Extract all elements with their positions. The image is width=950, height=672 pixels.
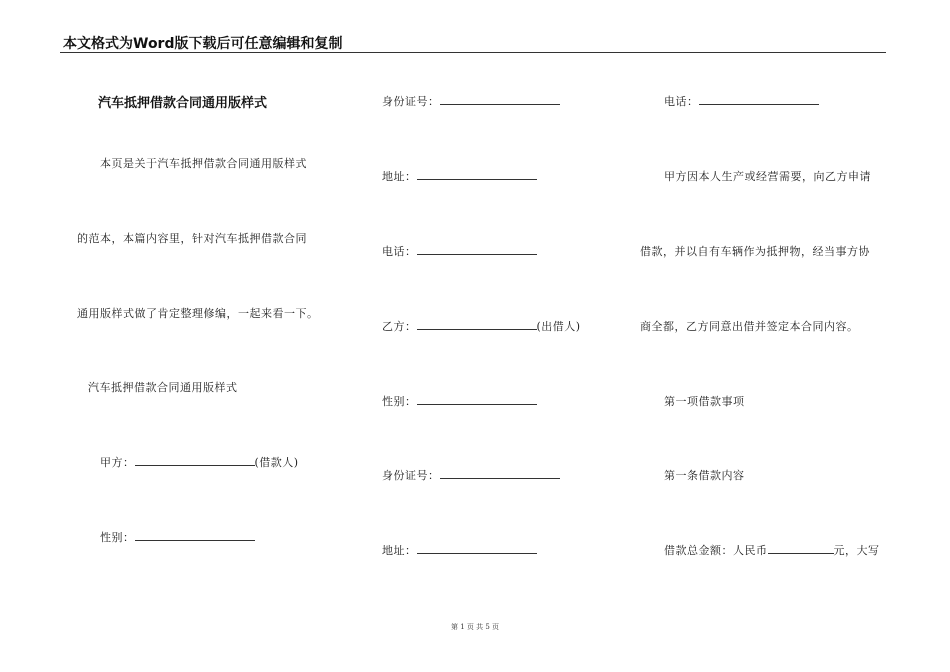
party-b-address-blank — [417, 543, 537, 554]
party-a-phone-line — [382, 243, 537, 259]
party-a-id-label: 身份证号： — [382, 95, 440, 108]
party-b-line — [382, 318, 581, 334]
party-a-gender-blank — [135, 530, 255, 541]
loan-amount-line — [664, 542, 880, 558]
document-header-title: 本文格式为Word版下载后可任意编辑和复制 — [63, 36, 343, 52]
party-a-label: 甲方： — [100, 456, 135, 469]
party-a-phone-blank — [417, 244, 537, 255]
party-b-id-label: 身份证号： — [382, 469, 440, 482]
loan-amount-label: 借款总金额：人民币 — [664, 544, 768, 557]
header-divider — [60, 52, 886, 53]
party-b-phone-line — [664, 93, 819, 109]
party-b-id-blank — [440, 468, 560, 479]
party-b-gender-label: 性别： — [382, 395, 417, 408]
party-b-phone-blank — [699, 94, 819, 105]
party-b-id-line — [382, 467, 560, 483]
subtitle-line: 汽车抵押借款合同通用版样式 — [88, 381, 238, 394]
party-b-role: (出借人) — [536, 320, 581, 333]
contract-title: 汽车抵押借款合同通用版样式 — [98, 96, 268, 111]
purpose-line-1: 甲方因本人生产或经营需要，向乙方申请 — [664, 170, 871, 183]
intro-line-2: 的范本，本篇内容里，针对汽车抵押借款合同 — [77, 232, 307, 245]
purpose-line-2: 借款，并以自有车辆作为抵押物，经当事方协 — [640, 245, 870, 258]
party-b-address-label: 地址： — [382, 544, 417, 557]
party-b-phone-label: 电话： — [664, 95, 699, 108]
party-b-address-line — [382, 542, 537, 558]
party-a-phone-label: 电话： — [382, 245, 417, 258]
article-heading-1: 第一条借款内容 — [664, 469, 745, 482]
party-a-address-line — [382, 168, 537, 184]
loan-amount-blank — [768, 543, 834, 554]
party-a-line — [100, 454, 299, 470]
party-a-gender-label: 性别： — [100, 531, 135, 544]
party-a-id-line — [382, 93, 560, 109]
purpose-line-3: 商全都，乙方同意出借并签定本合同内容。 — [640, 320, 859, 333]
party-b-label: 乙方： — [382, 320, 417, 333]
intro-line-3: 通用版样式做了肯定整理修编，一起来看一下。 — [77, 307, 319, 320]
page-number: 第 1 页 共 5 页 — [450, 623, 500, 631]
section-heading-1: 第一项借款事项 — [664, 395, 745, 408]
party-b-gender-line — [382, 393, 537, 409]
party-a-address-blank — [417, 169, 537, 180]
party-b-gender-blank — [417, 394, 537, 405]
party-a-role: (借款人) — [254, 456, 299, 469]
party-a-blank — [135, 455, 255, 466]
party-a-gender-line — [100, 529, 255, 545]
party-a-id-blank — [440, 94, 560, 105]
party-a-address-label: 地址： — [382, 170, 417, 183]
loan-amount-suffix: 元，大写 — [833, 544, 880, 557]
party-b-blank — [417, 319, 537, 330]
intro-line-1: 本页是关于汽车抵押借款合同通用版样式 — [100, 157, 307, 170]
